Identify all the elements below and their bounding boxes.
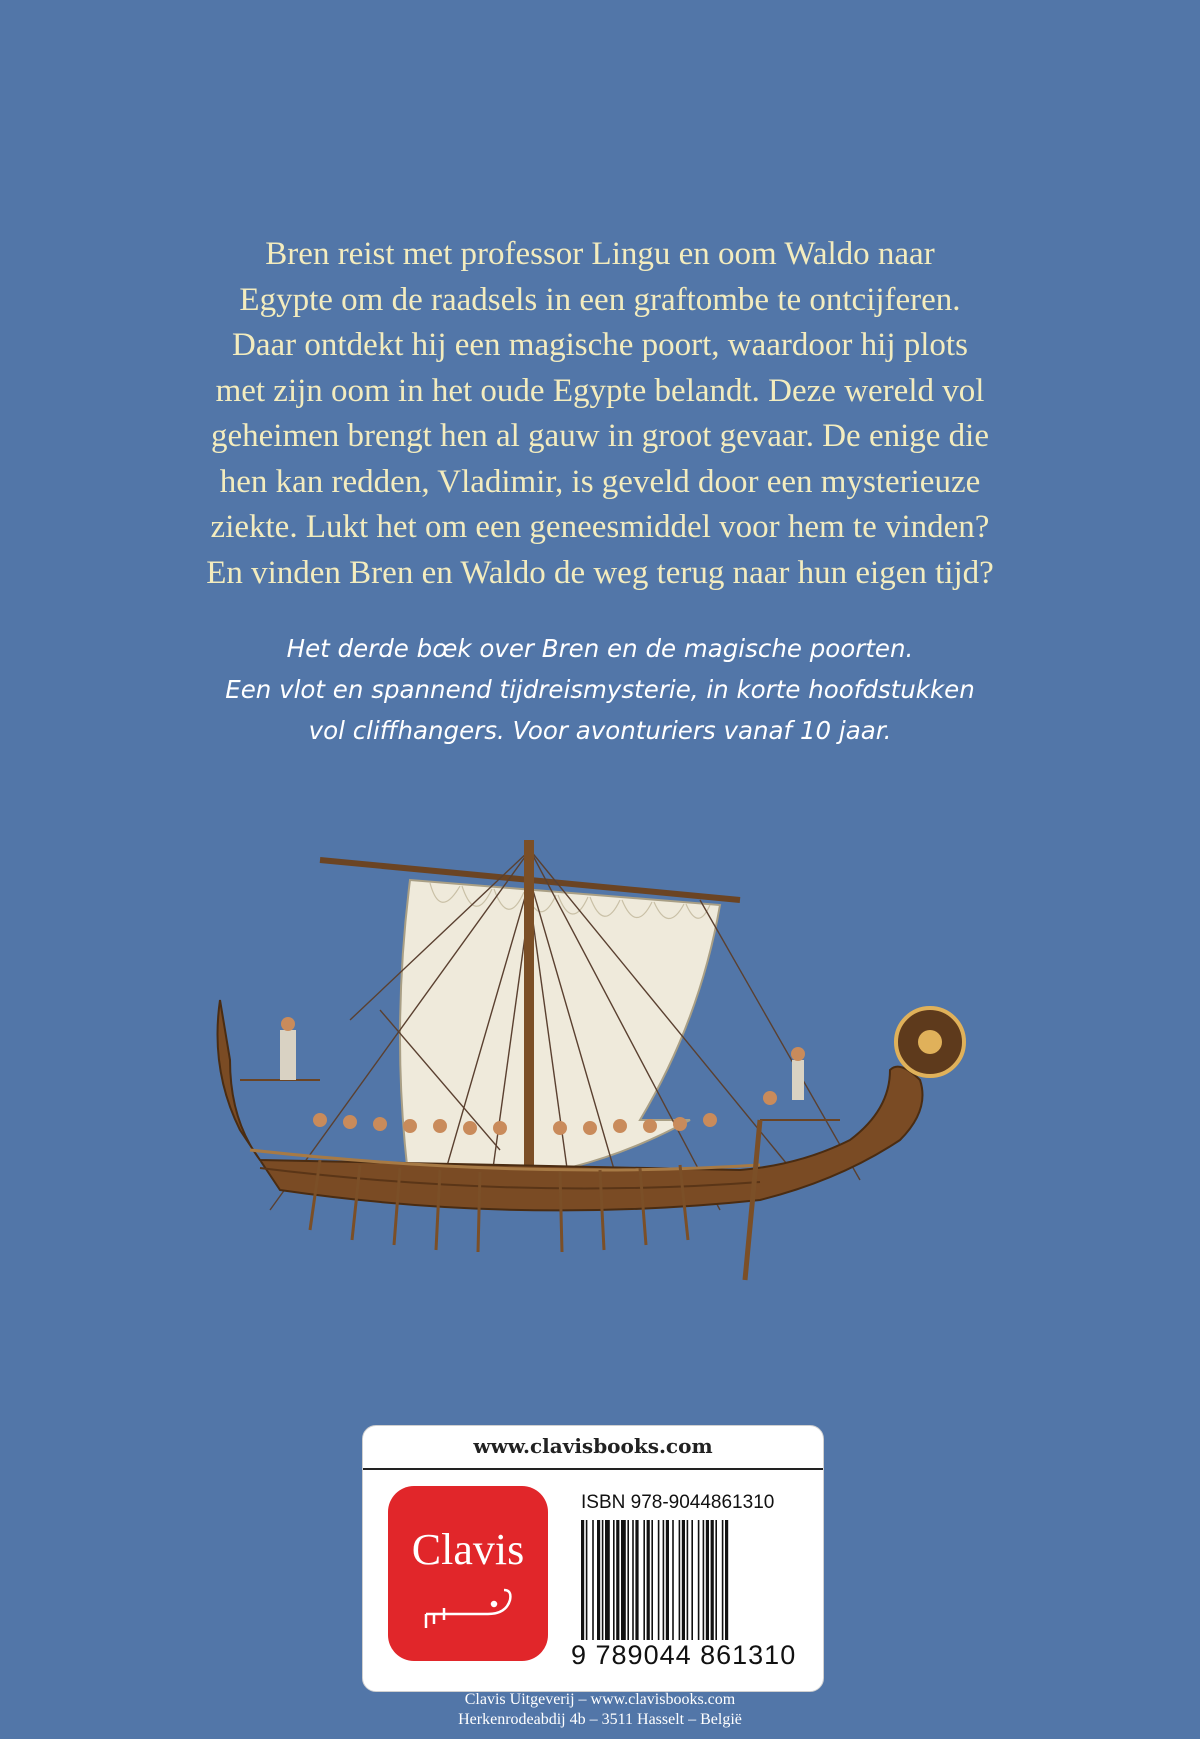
tagline-line: Het derde bœk over Bren en de magische poorten.	[286, 634, 914, 663]
tagline-line: Een vlot en spannend tijdreismysterie, in korte hoofdstukken	[225, 675, 975, 704]
isbn-digits: 9 789044 861310	[571, 1640, 797, 1670]
blurb-line: Daar ontdekt hij een magische poort, waardoor hij plots	[232, 327, 968, 363]
publisher-line: Herkenrodeabdij 4b – 3511 Hasselt – België	[458, 1711, 742, 1728]
clavis-logo	[388, 1486, 548, 1661]
info-box	[362, 1425, 824, 1692]
barcode	[581, 1520, 799, 1640]
isbn-label: ISBN 978-9044861310	[581, 1492, 775, 1513]
website-url: www.clavisbooks.com	[473, 1434, 713, 1458]
publisher-info	[300, 1690, 900, 1730]
blurb-line: ziekte. Lukt het om een geneesmiddel voor hem te vinden?	[210, 509, 990, 545]
tagline	[120, 628, 1080, 751]
blurb-line: Egypte om de raadsels in een graftombe te ontcijferen.	[239, 281, 961, 318]
blurb-line: met zijn oom in het oude Egypte belandt. Deze wereld vol	[215, 372, 985, 409]
blurb-line: geheimen brengt hen al gauw in groot gevaar. De enige die	[211, 418, 989, 454]
key-icon	[416, 1586, 526, 1636]
blurb-line: hen kan redden, Vladimir, is geveld door een mysterieuze	[219, 463, 981, 500]
egyptian-sailing-ship-illustration	[200, 820, 1000, 1340]
logo-text: Clavis	[411, 1525, 525, 1574]
publisher-line: Clavis Uitgeverij – www.clavisbooks.com	[464, 1691, 736, 1708]
blurb-line: Bren reist met professor Lingu en oom Waldo naar	[265, 236, 935, 272]
divider	[363, 1468, 823, 1470]
tagline-line: vol cliffhangers. Voor avonturiers vanaf 10 jaar.	[308, 716, 892, 745]
blurb-line: En vinden Bren en Waldo de weg terug naar hun eigen tijd?	[206, 554, 994, 591]
blurb-paragraph	[140, 232, 1060, 596]
